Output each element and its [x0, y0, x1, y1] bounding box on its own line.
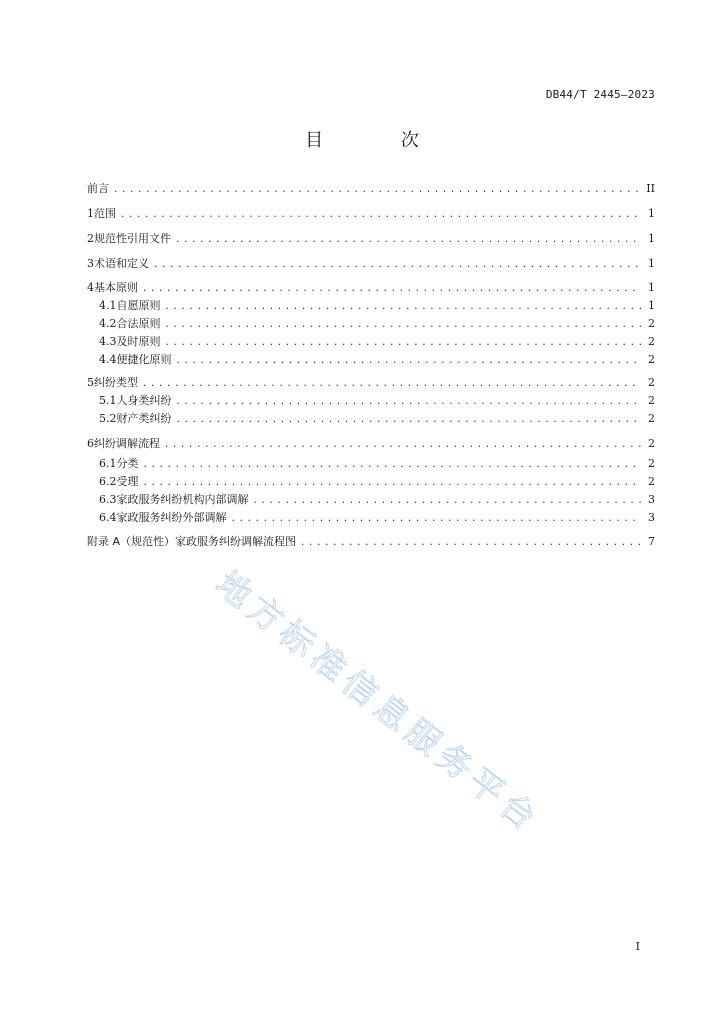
toc-entry-title: 基本原则 [94, 281, 138, 294]
toc-leader-dots [142, 280, 641, 298]
toc-entry-foreword[interactable] [87, 180, 655, 198]
toc-entry-title: 人身类纠纷 [116, 394, 172, 407]
toc-entry-5-2[interactable] [99, 410, 655, 428]
toc-entry-page: 1 [648, 299, 655, 312]
toc-leader-dots [165, 298, 642, 316]
toc-entry-number: 4 [87, 281, 94, 294]
toc-entry-number: 1 [87, 207, 94, 220]
watermark-text: 地方标准信息服务平台 [207, 563, 548, 842]
toc-entry-page: 1 [648, 281, 655, 294]
toc-entry-page: 7 [648, 535, 655, 548]
toc-entry-title: 分类 [116, 457, 139, 470]
toc-entry-page: 1 [648, 232, 655, 245]
toc-entry-title: 财产类纠纷 [116, 412, 172, 425]
toc-entry-6-2[interactable] [99, 473, 655, 491]
toc-leader-dots [165, 334, 642, 352]
toc-entry-number: 5 [87, 376, 94, 389]
toc-entry-title: 术语和定义 [94, 257, 149, 270]
toc-entry-5[interactable] [87, 374, 655, 392]
toc-entry-title: 纠纷类型 [94, 376, 138, 389]
toc-entry-6[interactable] [87, 435, 655, 453]
toc-leader-dots [143, 456, 642, 474]
toc-entry-page: 3 [648, 511, 655, 524]
toc-entry-page: 2 [648, 353, 655, 366]
toc-entry-title: 受理 [116, 475, 139, 488]
toc-entry-title: 便捷化原则 [116, 353, 172, 366]
toc-leader-dots [143, 474, 642, 492]
toc-entry-page: 2 [648, 457, 655, 470]
standard-code: DB44/T 2445—2023 [545, 88, 655, 101]
toc-entry-title: 自愿原则 [116, 299, 161, 312]
toc-entry-4-3[interactable] [99, 333, 655, 351]
toc-entry-page: 2 [648, 412, 655, 425]
page-number: I [635, 940, 640, 953]
toc-entry-page: 2 [648, 475, 655, 488]
toc-entry-title: 家政服务纠纷机构内部调解 [116, 493, 249, 506]
toc-leader-dots [142, 375, 641, 393]
toc-entry-title: 前言 [87, 182, 109, 195]
toc-leader-dots [300, 534, 641, 552]
toc-leader-dots [176, 352, 642, 370]
toc-entry-number: 4.3 [99, 335, 117, 348]
toc-leader-dots [120, 206, 641, 224]
toc-entry-title: 合法原则 [116, 317, 161, 330]
toc-entry-page: 1 [648, 207, 655, 220]
toc-entry-page: 2 [648, 376, 655, 389]
toc-leader-dots [176, 393, 642, 411]
toc-entry-title: 附录 A（规范性）家政服务纠纷调解流程图 [87, 535, 297, 548]
toc-entry-1[interactable] [87, 205, 655, 223]
toc-entry-title: 家政服务纠纷外部调解 [116, 511, 227, 524]
toc-entry-page: 2 [648, 437, 655, 450]
toc-leader-dots [231, 510, 642, 528]
toc-entry-4-4[interactable] [99, 351, 655, 369]
toc-entry-appendix-a[interactable] [87, 533, 655, 551]
toc-entry-number: 6 [87, 437, 94, 450]
toc-entry-page: 2 [648, 335, 655, 348]
toc-entry-page: 1 [648, 257, 655, 270]
toc-entry-title: 范围 [94, 207, 116, 220]
toc-entry-2[interactable] [87, 230, 655, 248]
toc-entry-number: 4.2 [99, 317, 117, 330]
toc-entry-6-4[interactable] [99, 509, 655, 527]
toc-entry-number: 5.1 [99, 394, 117, 407]
toc-leader-dots [153, 256, 641, 274]
toc-entry-number: 3 [87, 257, 94, 270]
toc-entry-number: 4.4 [99, 353, 117, 366]
toc-entry-5-1[interactable] [99, 392, 655, 410]
toc-entry-4-2[interactable] [99, 315, 655, 333]
toc-entry-number: 6.4 [99, 511, 117, 524]
toc-entry-page: 2 [648, 394, 655, 407]
toc-entry-title: 纠纷调解流程 [94, 437, 160, 450]
toc-leader-dots [164, 436, 641, 454]
toc-entry-number: 6.2 [99, 475, 117, 488]
toc-leader-dots [113, 181, 641, 199]
toc-entry-number: 5.2 [99, 412, 117, 425]
toc-entry-number: 6.1 [99, 457, 117, 470]
toc-leader-dots [176, 411, 642, 429]
toc-entry-number: 6.3 [99, 493, 117, 506]
toc-leader-dots [253, 492, 642, 510]
toc-entry-number: 2 [87, 232, 94, 245]
toc-leader-dots [175, 231, 641, 249]
toc-entry-title: 规范性引用文件 [94, 232, 171, 245]
toc-leader-dots [165, 316, 642, 334]
toc-entry-6-1[interactable] [99, 455, 655, 473]
toc-entry-4[interactable] [87, 279, 655, 297]
toc-entry-page: 2 [648, 317, 655, 330]
toc-entry-number: 4.1 [99, 299, 117, 312]
toc-entry-page: 3 [648, 493, 655, 506]
toc-entry-4-1[interactable] [99, 297, 655, 315]
toc-entry-page: II [646, 182, 655, 195]
page-title: 目 次 [305, 130, 455, 151]
toc-entry-title: 及时原则 [116, 335, 161, 348]
toc-entry-3[interactable] [87, 255, 655, 273]
toc-entry-6-3[interactable] [99, 491, 655, 509]
